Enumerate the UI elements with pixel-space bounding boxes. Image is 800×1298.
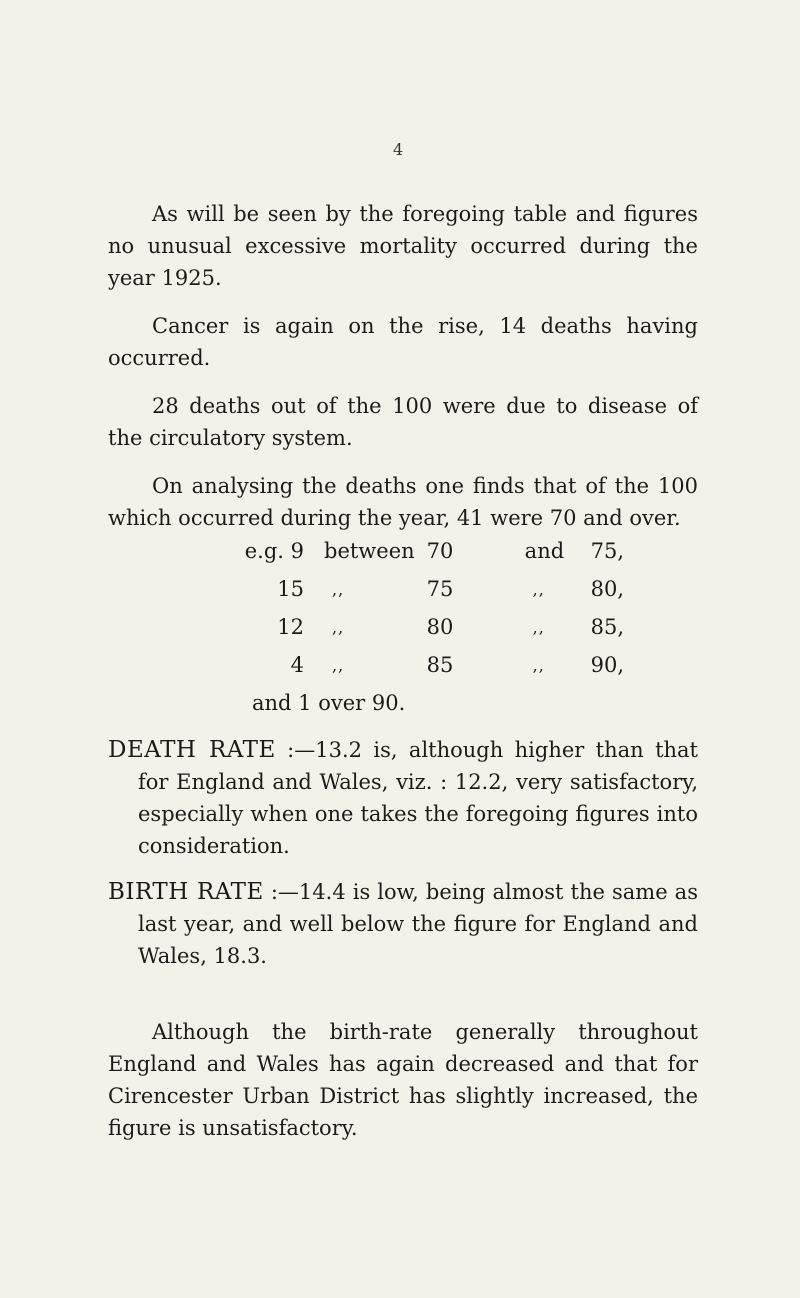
age-from-cell: 70: [426, 539, 454, 563]
count-cell: 4: [290, 653, 304, 677]
ditto-cell: ,,: [332, 617, 345, 637]
age-to-cell: 80,: [590, 577, 625, 601]
word-cell: between: [324, 539, 415, 563]
death-rate-heading: DEATH RATE: [108, 737, 276, 763]
ditto-cell: ,,: [332, 655, 345, 675]
age-from-cell: 75: [426, 577, 454, 601]
birth-rate-heading: BIRTH RATE: [108, 879, 264, 905]
count-cell: e.g. 9: [244, 539, 304, 563]
paragraph-birth-rate-trend: Although the birth-rate generally throughout England and Wales has again decreased and that for Cirencester Urban District has slightly increased, the figure is unsatisfactory.: [108, 1020, 698, 1140]
ditto-cell: ,,: [532, 617, 545, 637]
death-rate-paragraph: [108, 734, 698, 862]
table-row: [200, 570, 624, 608]
table-row: [200, 608, 624, 646]
page-number: 4: [393, 140, 404, 159]
birth-rate-paragraph: [108, 876, 698, 972]
age-to-cell: 90,: [590, 653, 625, 677]
age-to-cell: 75,: [590, 539, 625, 563]
birth-rate-text: :—14.4 is low, being almost the same as last year, and well below the figure for England and Wales, 18.3.: [138, 880, 698, 968]
count-cell: 12: [277, 615, 304, 639]
age-from-cell: 85: [426, 653, 454, 677]
paragraph-analysis: On analysing the deaths one finds that of the 100 which occurred during the year, 41 were 70 and over.: [108, 474, 698, 530]
paragraph-cancer: Cancer is again on the rise, 14 deaths having occurred.: [108, 314, 698, 370]
table-row: [200, 684, 624, 722]
death-rate-text: :—13.2 is, although higher than that for England and Wales, viz. : 12.2, very satisfactory, especially when one takes the foregoing figures into consideration.: [138, 738, 698, 858]
ditto-cell: ,,: [532, 579, 545, 599]
paragraph-mortality: As will be seen by the foregoing table and figures no unusual excessive mortality occurred during the year 1925.: [108, 202, 698, 290]
age-from-cell: 80: [426, 615, 454, 639]
age-to-cell: 85,: [590, 615, 625, 639]
paragraph-circulatory: 28 deaths out of the 100 were due to disease of the circulatory system.: [108, 394, 698, 450]
count-cell: 15: [277, 577, 304, 601]
table-row: [200, 532, 624, 570]
ditto-cell: ,,: [532, 655, 545, 675]
age-breakdown-table: [200, 532, 624, 722]
connector-cell: and: [524, 539, 565, 563]
ditto-cell: ,,: [332, 579, 345, 599]
table-row: [200, 646, 624, 684]
over-90-line: and 1 over 90.: [252, 691, 406, 715]
